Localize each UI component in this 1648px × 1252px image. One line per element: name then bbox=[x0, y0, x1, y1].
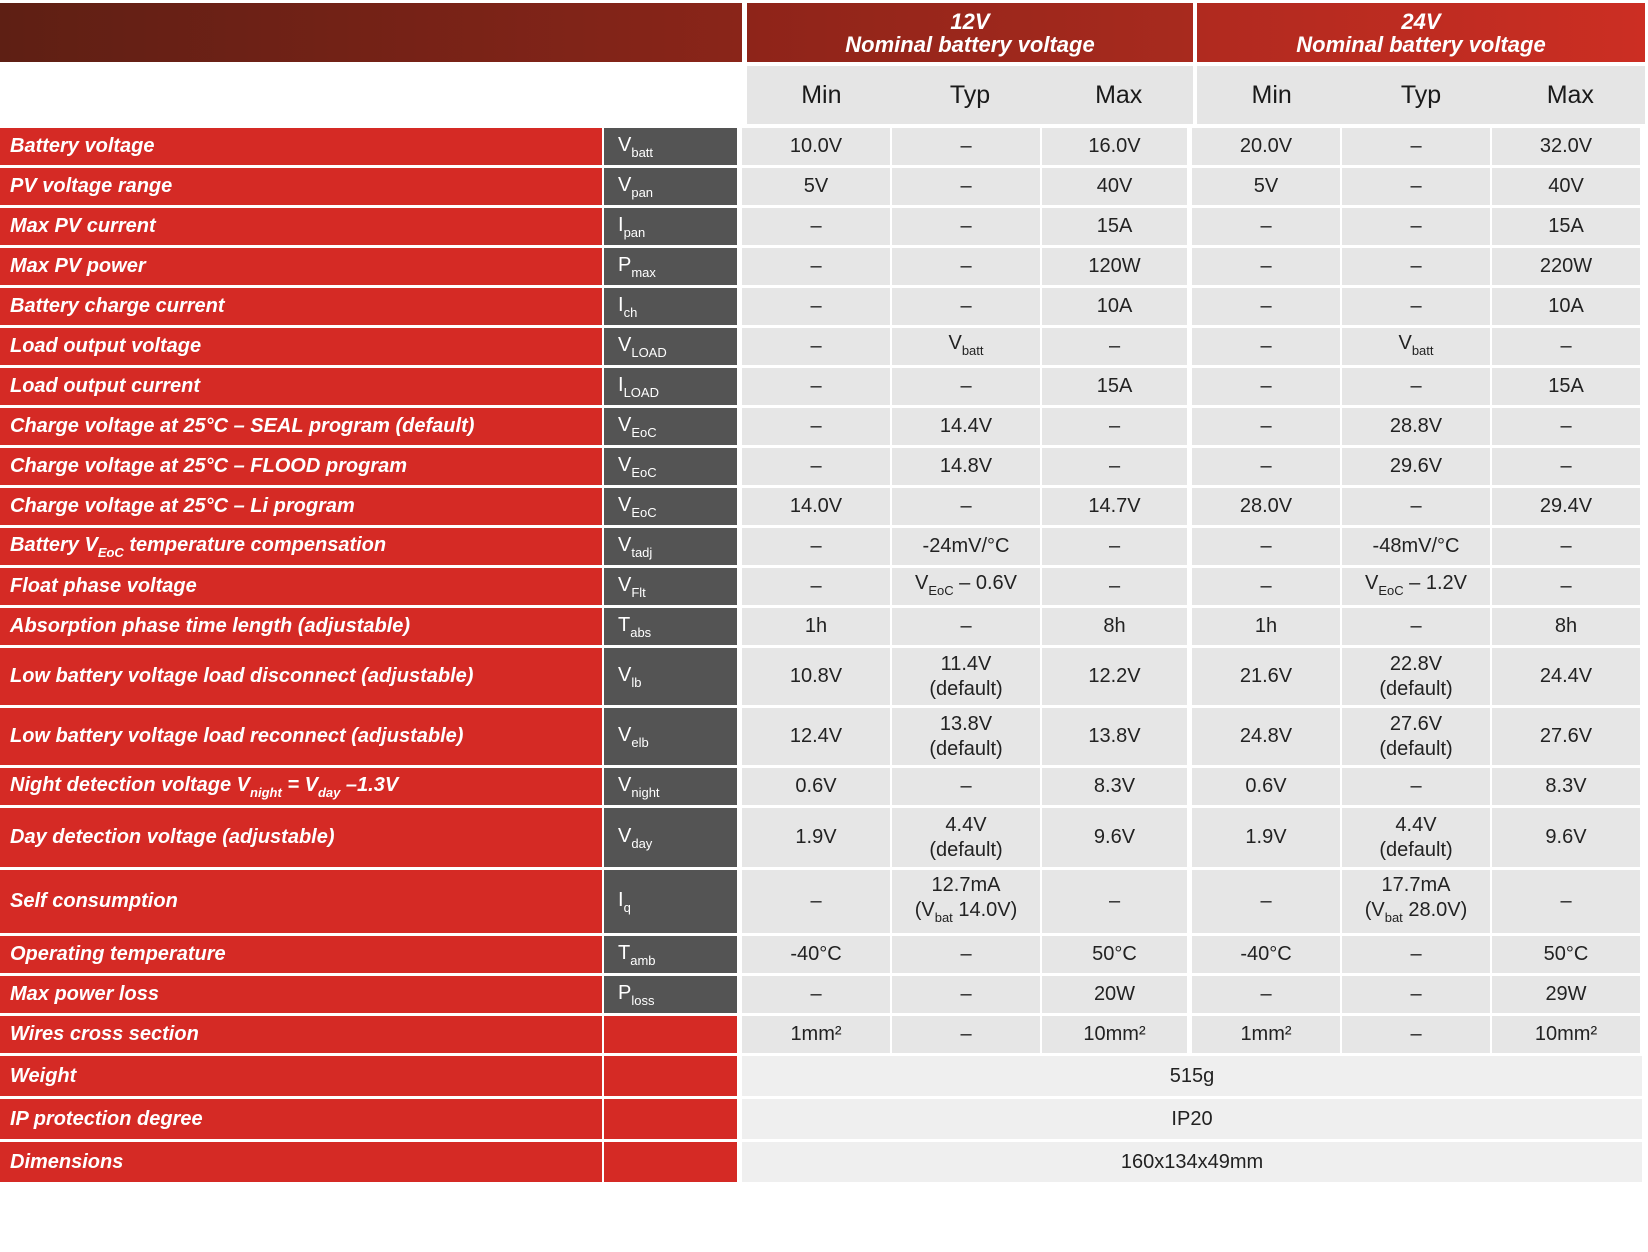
value-cell: – bbox=[1342, 248, 1492, 288]
value-cell: 12.4V bbox=[742, 708, 892, 768]
value-cell: 24.4V bbox=[1492, 648, 1642, 708]
value-cell: – bbox=[892, 168, 1042, 208]
value-cell: 29W bbox=[1492, 976, 1642, 1016]
parameter-label: Charge voltage at 25°C – FLOOD program bbox=[0, 448, 604, 488]
table-row bbox=[0, 708, 1642, 768]
value-cell: 9.6V bbox=[1492, 808, 1642, 870]
value-cell: – bbox=[892, 936, 1042, 976]
value-cell: 20W bbox=[1042, 976, 1192, 1016]
parameter-symbol: $V_{EoC}$ bbox=[604, 448, 742, 488]
value-cell: – bbox=[892, 608, 1042, 648]
value-cell: – bbox=[1342, 208, 1492, 248]
parameter-label: Low battery voltage load disconnect (adjustable) bbox=[0, 648, 604, 708]
table-row bbox=[0, 528, 1642, 568]
parameter-label: Charge voltage at 25°C – SEAL program (default) bbox=[0, 408, 604, 448]
table-row bbox=[0, 208, 1642, 248]
value-cell: – bbox=[1342, 1016, 1492, 1056]
table-row bbox=[0, 408, 1642, 448]
value-cell: – bbox=[892, 976, 1042, 1016]
table-row bbox=[0, 128, 1642, 168]
value-cell: – bbox=[742, 208, 892, 248]
value-cell: – bbox=[1492, 328, 1642, 368]
value-cell: – bbox=[742, 248, 892, 288]
parameter-symbol: $I_{LOAD}$ bbox=[604, 368, 742, 408]
parameter-symbol: $V_{Flt}$ bbox=[604, 568, 742, 608]
table-header bbox=[0, 0, 1648, 124]
value-cell: -40°C bbox=[742, 936, 892, 976]
table-row bbox=[0, 1056, 1642, 1099]
table-row bbox=[0, 288, 1642, 328]
value-cell: 515g bbox=[742, 1056, 1642, 1099]
value-cell: – bbox=[892, 248, 1042, 288]
value-cell: – bbox=[1192, 528, 1342, 568]
table-row bbox=[0, 608, 1642, 648]
value-cell: – bbox=[1492, 408, 1642, 448]
value-cell: 120W bbox=[1042, 248, 1192, 288]
value-cell: 4.4V (default) bbox=[1342, 808, 1492, 870]
parameter-symbol: $V_{night}$ bbox=[604, 768, 742, 808]
group-header-12v bbox=[747, 3, 1193, 62]
value-cell: 28.8V bbox=[1342, 408, 1492, 448]
value-cell: $V_{EoC} - 0.6V$ bbox=[892, 568, 1042, 608]
parameter-symbol: $I_{ch}$ bbox=[604, 288, 742, 328]
value-cell: 16.0V bbox=[1042, 128, 1192, 168]
value-cell: – bbox=[892, 288, 1042, 328]
value-cell: 1h bbox=[742, 608, 892, 648]
table-row bbox=[0, 936, 1642, 976]
value-cell: 14.0V bbox=[742, 488, 892, 528]
value-cell: – bbox=[1192, 288, 1342, 328]
value-cell: 14.8V bbox=[892, 448, 1042, 488]
value-cell: 14.4V bbox=[892, 408, 1042, 448]
value-cell: 8.3V bbox=[1042, 768, 1192, 808]
parameter-symbol bbox=[604, 1056, 742, 1099]
value-cell: 1mm² bbox=[742, 1016, 892, 1056]
parameter-symbol: $V_{batt}$ bbox=[604, 128, 742, 168]
value-cell: 15A bbox=[1492, 368, 1642, 408]
parameter-label: Low battery voltage load reconnect (adjustable) bbox=[0, 708, 604, 768]
value-cell: 27.6V (default) bbox=[1342, 708, 1492, 768]
value-cell: – bbox=[742, 976, 892, 1016]
value-cell: – bbox=[1192, 976, 1342, 1016]
value-cell: – bbox=[1342, 608, 1492, 648]
value-cell: 40V bbox=[1042, 168, 1192, 208]
value-cell: 29.4V bbox=[1492, 488, 1642, 528]
table-row bbox=[0, 870, 1642, 936]
parameter-symbol: $V_{lb}$ bbox=[604, 648, 742, 708]
value-cell: – bbox=[1342, 976, 1492, 1016]
table-row bbox=[0, 1099, 1642, 1142]
parameter-label: Battery voltage bbox=[0, 128, 604, 168]
group-12v-caption: Nominal battery voltage bbox=[845, 31, 1095, 57]
value-cell: – bbox=[742, 408, 892, 448]
column-header-typ: Typ bbox=[949, 81, 991, 109]
value-cell: 20.0V bbox=[1192, 128, 1342, 168]
value-cell: 13.8V (default) bbox=[892, 708, 1042, 768]
value-cell: – bbox=[1192, 248, 1342, 288]
value-cell: 27.6V bbox=[1492, 708, 1642, 768]
value-cell: 160x134x49mm bbox=[742, 1142, 1642, 1185]
header-blank bbox=[0, 3, 742, 62]
value-cell: – bbox=[742, 528, 892, 568]
group-24v-voltage: 24V bbox=[1401, 8, 1441, 34]
value-cell: – bbox=[892, 208, 1042, 248]
value-cell: – bbox=[1042, 870, 1192, 936]
value-cell: – bbox=[742, 368, 892, 408]
value-cell: – bbox=[1342, 768, 1492, 808]
value-cell: 10mm² bbox=[1492, 1016, 1642, 1056]
parameter-label: Float phase voltage bbox=[0, 568, 604, 608]
value-cell: – bbox=[1192, 870, 1342, 936]
value-cell: $V_{EoC} - 1.2V$ bbox=[1342, 568, 1492, 608]
group-12v-voltage: 12V bbox=[950, 8, 990, 34]
value-cell: – bbox=[1042, 408, 1192, 448]
table-row bbox=[0, 808, 1642, 870]
value-cell: 1h bbox=[1192, 608, 1342, 648]
parameter-symbol bbox=[604, 1099, 742, 1142]
value-cell: – bbox=[742, 448, 892, 488]
parameter-symbol: $P_{max}$ bbox=[604, 248, 742, 288]
value-cell: – bbox=[1492, 870, 1642, 936]
value-cell: – bbox=[1342, 368, 1492, 408]
value-cell: – bbox=[1192, 568, 1342, 608]
value-cell: – bbox=[1192, 408, 1342, 448]
value-cell: – bbox=[742, 328, 892, 368]
parameter-label: Max PV current bbox=[0, 208, 604, 248]
value-cell: – bbox=[1342, 288, 1492, 328]
value-cell: – bbox=[1042, 328, 1192, 368]
value-cell: 10A bbox=[1042, 288, 1192, 328]
parameter-label: Operating temperature bbox=[0, 936, 604, 976]
value-cell: 17.7mA ($V_{bat}$ 28.0V) bbox=[1342, 870, 1492, 936]
column-header-max: Max bbox=[1095, 81, 1143, 109]
value-cell: 24.8V bbox=[1192, 708, 1342, 768]
value-cell: – bbox=[892, 1016, 1042, 1056]
parameter-label: Night detection voltage $V_{night} = V_{day}$ –1.3V bbox=[0, 768, 604, 808]
value-cell: – bbox=[892, 488, 1042, 528]
value-cell: 4.4V (default) bbox=[892, 808, 1042, 870]
parameter-symbol: $V_{EoC}$ bbox=[604, 488, 742, 528]
value-cell: 1mm² bbox=[1192, 1016, 1342, 1056]
value-cell: 0.6V bbox=[1192, 768, 1342, 808]
value-cell: 13.8V bbox=[1042, 708, 1192, 768]
parameter-label: Wires cross section bbox=[0, 1016, 604, 1056]
value-cell: -24mV/°C bbox=[892, 528, 1042, 568]
parameter-symbol bbox=[604, 1016, 742, 1056]
parameter-label: Max power loss bbox=[0, 976, 604, 1016]
value-cell: – bbox=[892, 128, 1042, 168]
value-cell: 5V bbox=[1192, 168, 1342, 208]
value-cell: – bbox=[1342, 936, 1492, 976]
parameter-symbol bbox=[604, 1142, 742, 1185]
table-row bbox=[0, 368, 1642, 408]
value-cell: 29.6V bbox=[1342, 448, 1492, 488]
table-row bbox=[0, 168, 1642, 208]
parameter-symbol: $V_{LOAD}$ bbox=[604, 328, 742, 368]
value-cell: 9.6V bbox=[1042, 808, 1192, 870]
table-row bbox=[0, 328, 1642, 368]
value-cell: 28.0V bbox=[1192, 488, 1342, 528]
value-cell: 0.6V bbox=[742, 768, 892, 808]
table-row bbox=[0, 1016, 1642, 1056]
value-cell: – bbox=[742, 568, 892, 608]
column-header-min: Min bbox=[1251, 81, 1292, 109]
value-cell: 50°C bbox=[1492, 936, 1642, 976]
parameter-label: Load output voltage bbox=[0, 328, 604, 368]
group-24v-caption: Nominal battery voltage bbox=[1296, 31, 1546, 57]
parameter-symbol: $I_{pan}$ bbox=[604, 208, 742, 248]
value-cell: 15A bbox=[1042, 368, 1192, 408]
value-cell: 40V bbox=[1492, 168, 1642, 208]
value-cell: – bbox=[1342, 168, 1492, 208]
value-cell: 22.8V (default) bbox=[1342, 648, 1492, 708]
parameter-symbol: $V_{pan}$ bbox=[604, 168, 742, 208]
table-row bbox=[0, 448, 1642, 488]
parameter-label: Absorption phase time length (adjustable) bbox=[0, 608, 604, 648]
parameter-symbol: $P_{loss}$ bbox=[604, 976, 742, 1016]
value-cell: – bbox=[1342, 488, 1492, 528]
value-cell: 220W bbox=[1492, 248, 1642, 288]
column-headers-24v bbox=[1197, 66, 1645, 124]
parameter-label: Weight bbox=[0, 1056, 604, 1099]
column-header-min: Min bbox=[801, 81, 842, 109]
value-cell: – bbox=[1042, 448, 1192, 488]
value-cell: – bbox=[742, 870, 892, 936]
value-cell: $V_{batt}$ bbox=[1342, 328, 1492, 368]
value-cell: 1.9V bbox=[742, 808, 892, 870]
column-header-max: Max bbox=[1546, 81, 1594, 109]
value-cell: 10A bbox=[1492, 288, 1642, 328]
table-row bbox=[0, 568, 1642, 608]
value-cell: – bbox=[1042, 528, 1192, 568]
value-cell: – bbox=[892, 768, 1042, 808]
group-header-24v bbox=[1197, 3, 1645, 62]
column-header-typ: Typ bbox=[1400, 81, 1442, 109]
parameter-label: Battery $V_{EoC}$ temperature compensation bbox=[0, 528, 604, 568]
value-cell: 21.6V bbox=[1192, 648, 1342, 708]
value-cell: 8h bbox=[1042, 608, 1192, 648]
value-cell: 11.4V (default) bbox=[892, 648, 1042, 708]
value-cell: – bbox=[742, 288, 892, 328]
table-row bbox=[0, 488, 1642, 528]
parameter-symbol: $V_{EoC}$ bbox=[604, 408, 742, 448]
value-cell: 10.0V bbox=[742, 128, 892, 168]
parameter-symbol: $V_{tadj}$ bbox=[604, 528, 742, 568]
value-cell: – bbox=[1192, 208, 1342, 248]
value-cell: – bbox=[1042, 568, 1192, 608]
parameter-label: Load output current bbox=[0, 368, 604, 408]
parameter-label: Day detection voltage (adjustable) bbox=[0, 808, 604, 870]
parameter-symbol: $V_{elb}$ bbox=[604, 708, 742, 768]
table-row bbox=[0, 768, 1642, 808]
value-cell: 32.0V bbox=[1492, 128, 1642, 168]
value-cell: 14.7V bbox=[1042, 488, 1192, 528]
value-cell: 8h bbox=[1492, 608, 1642, 648]
table-row bbox=[0, 1142, 1642, 1185]
value-cell: – bbox=[1192, 448, 1342, 488]
value-cell: -48mV/°C bbox=[1342, 528, 1492, 568]
parameter-label: IP protection degree bbox=[0, 1099, 604, 1142]
parameter-symbol: $V_{day}$ bbox=[604, 808, 742, 870]
value-cell: 10mm² bbox=[1042, 1016, 1192, 1056]
spec-table-body bbox=[0, 128, 1642, 1185]
value-cell: – bbox=[1342, 128, 1492, 168]
value-cell: 8.3V bbox=[1492, 768, 1642, 808]
value-cell: 12.7mA ($V_{bat}$ 14.0V) bbox=[892, 870, 1042, 936]
parameter-symbol: $T_{abs}$ bbox=[604, 608, 742, 648]
value-cell: – bbox=[1492, 448, 1642, 488]
table-row bbox=[0, 976, 1642, 1016]
value-cell: – bbox=[1492, 528, 1642, 568]
parameter-symbol: $I_q$ bbox=[604, 870, 742, 936]
value-cell: – bbox=[1192, 368, 1342, 408]
spec-table bbox=[0, 128, 1642, 1185]
value-cell: 50°C bbox=[1042, 936, 1192, 976]
value-cell: -40°C bbox=[1192, 936, 1342, 976]
column-headers-12v bbox=[747, 66, 1193, 124]
value-cell: – bbox=[1492, 568, 1642, 608]
value-cell: – bbox=[1192, 328, 1342, 368]
value-cell: 10.8V bbox=[742, 648, 892, 708]
value-cell: 15A bbox=[1042, 208, 1192, 248]
table-row bbox=[0, 648, 1642, 708]
parameter-label: Dimensions bbox=[0, 1142, 604, 1185]
value-cell: 12.2V bbox=[1042, 648, 1192, 708]
value-cell: – bbox=[892, 368, 1042, 408]
value-cell: 1.9V bbox=[1192, 808, 1342, 870]
parameter-label: Charge voltage at 25°C – Li program bbox=[0, 488, 604, 528]
parameter-symbol: $T_{amb}$ bbox=[604, 936, 742, 976]
value-cell: 5V bbox=[742, 168, 892, 208]
parameter-label: Max PV power bbox=[0, 248, 604, 288]
value-cell: $V_{batt}$ bbox=[892, 328, 1042, 368]
value-cell: IP20 bbox=[742, 1099, 1642, 1142]
value-cell: 15A bbox=[1492, 208, 1642, 248]
parameter-label: Battery charge current bbox=[0, 288, 604, 328]
parameter-label: Self consumption bbox=[0, 870, 604, 936]
parameter-label: PV voltage range bbox=[0, 168, 604, 208]
table-row bbox=[0, 248, 1642, 288]
